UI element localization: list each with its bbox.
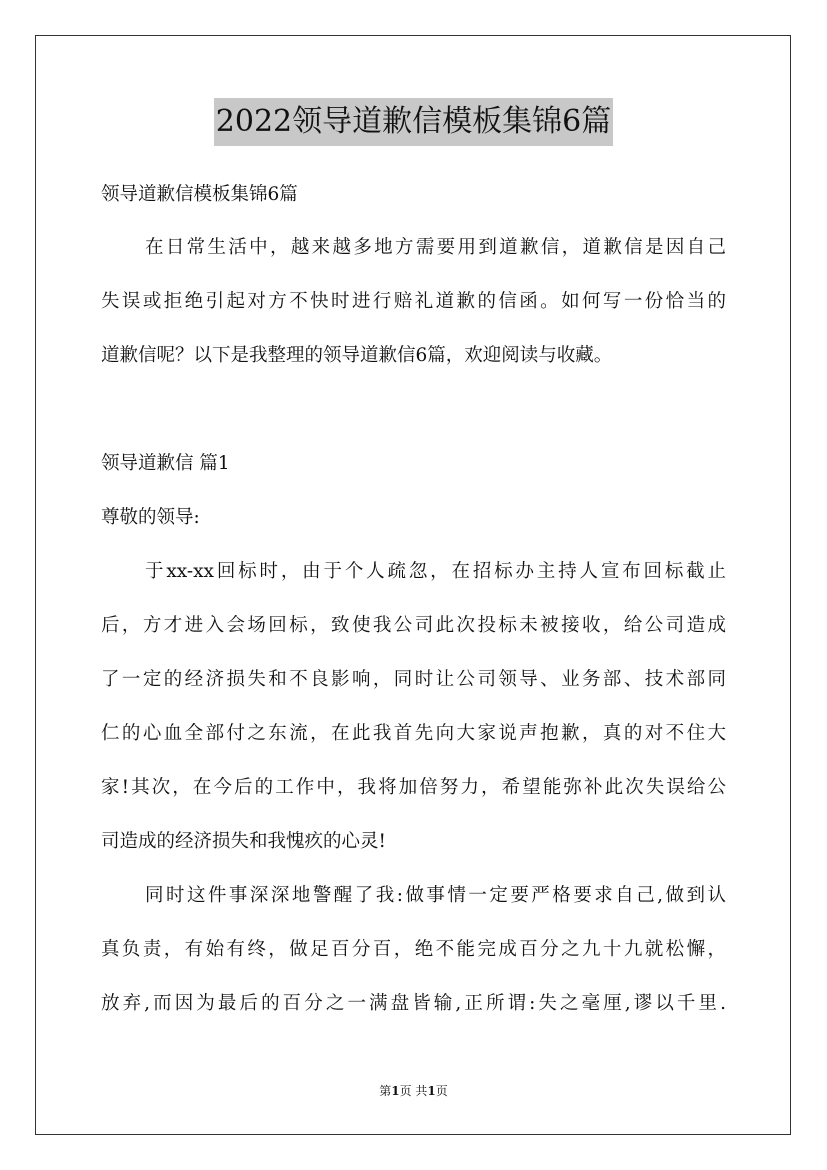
footer-page-label: 第 xyxy=(379,1084,392,1098)
footer-page-total: 1 xyxy=(427,1084,436,1098)
paragraph-line: 失误或拒绝引起对方不快时进行赔礼道歉的信函。如何写一份恰当的 xyxy=(101,291,726,312)
footer-page-number: 1 xyxy=(391,1084,400,1098)
paragraph-line: 司造成的经济损失和我愧疚的心灵! xyxy=(101,831,386,852)
page-footer xyxy=(0,1082,827,1100)
paragraph-line: 家!其次，在今后的工作中，我将加倍努力，希望能弥补此次失误给公 xyxy=(101,777,726,798)
section-heading: 领导道歉信 篇1 xyxy=(101,453,230,474)
title-container xyxy=(0,98,827,146)
document-title: 2022领导道歉信模板集锦6篇 xyxy=(214,98,613,146)
paragraph-line: 道歉信呢？以下是我整理的领导道歉信6篇，欢迎阅读与收藏。 xyxy=(101,345,613,366)
paragraph-line: 在日常生活中，越来越多地方需要用到道歉信，道歉信是因自己 xyxy=(145,237,726,258)
footer-page-mid: 页 共 xyxy=(399,1084,428,1098)
paragraph-line: 后，方才进入会场回标，致使我公司此次投标未被接收，给公司造成 xyxy=(101,615,726,636)
paragraph-line: 了一定的经济损失和不良影响，同时让公司领导、业务部、技术部同 xyxy=(101,669,726,690)
paragraph-line: 放弃,而因为最后的百分之一满盘皆输,正所谓:失之毫厘,谬以千里. xyxy=(101,993,726,1014)
paragraph-line: 仁的心血全部付之东流，在此我首先向大家说声抱歉，真的对不住大 xyxy=(101,723,726,744)
salutation: 尊敬的领导: xyxy=(101,507,200,528)
footer-page-end: 页 xyxy=(435,1084,448,1098)
paragraph-line: 于xx-xx回标时，由于个人疏忽，在招标办主持人宣布回标截止 xyxy=(145,561,726,582)
paragraph-line: 真负责，有始有终，做足百分百，绝不能完成百分之九十九就松懈， xyxy=(101,939,726,960)
subtitle-line: 领导道歉信模板集锦6篇 xyxy=(101,184,298,205)
paragraph-line: 同时这件事深深地警醒了我:做事情一定要严格要求自己,做到认 xyxy=(145,885,726,906)
